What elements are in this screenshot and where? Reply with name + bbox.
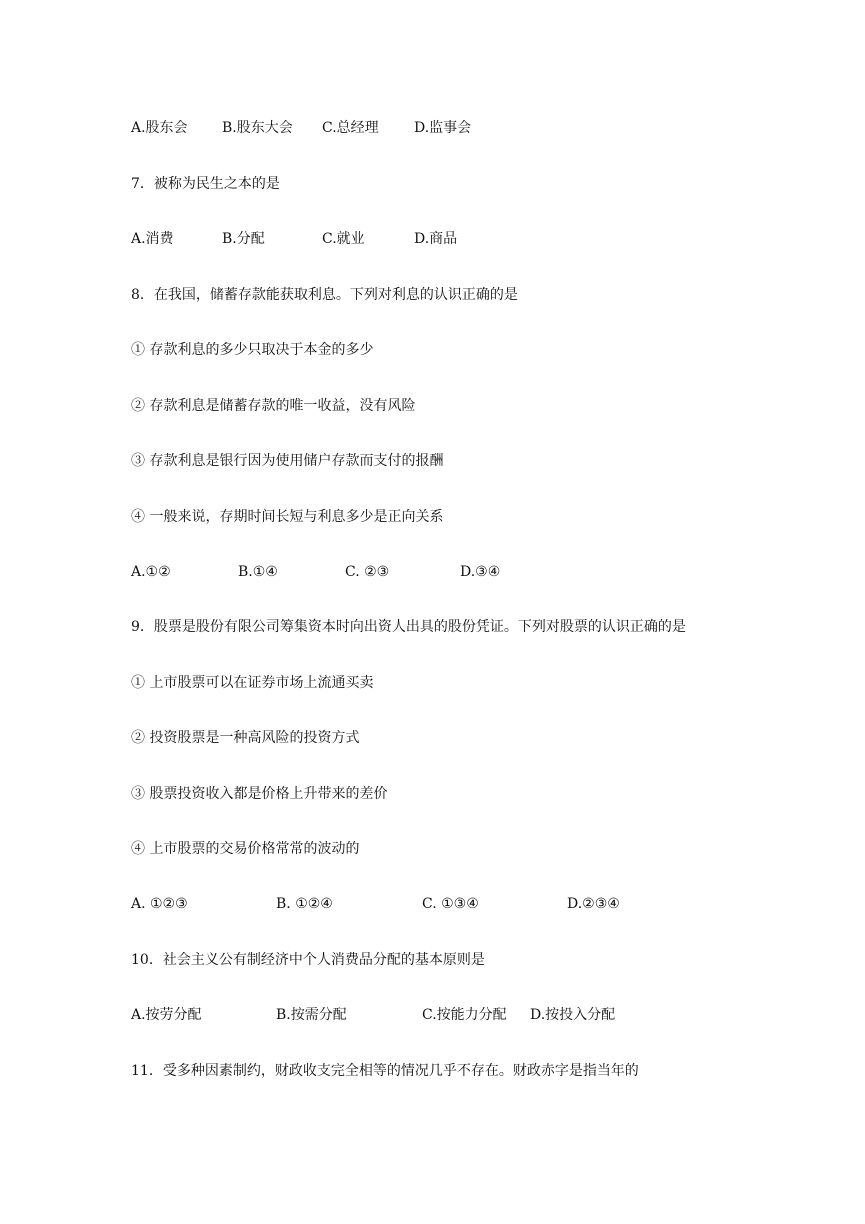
q9-stem: 9．股票是股份有限公司筹集资本时向出资人出具的股份凭证。下列对股票的认识正确的是 xyxy=(131,619,686,635)
q6-option-b: B.股东大会 xyxy=(222,120,293,136)
q7-stem: 7．被称为民生之本的是 xyxy=(131,176,280,192)
q10-option-a: A.按劳分配 xyxy=(131,1007,202,1023)
q8-option-b: B.①④ xyxy=(238,564,278,580)
q11-stem: 11．受多种因素制约，财政收支完全相等的情况几乎不存在。财政赤字是指当年的 xyxy=(131,1063,639,1079)
q8-option-a: A.①② xyxy=(131,564,171,580)
q8-option-c: C. ②③ xyxy=(345,564,390,580)
q10-option-c: C.按能力分配 xyxy=(422,1007,507,1023)
q10-stem: 10．社会主义公有制经济中个人消费品分配的基本原则是 xyxy=(131,952,485,968)
q6-option-d: D.监事会 xyxy=(414,120,472,136)
q6-option-c: C.总经理 xyxy=(322,120,379,136)
q7-option-d: D.商品 xyxy=(414,231,458,247)
q9-statement-3: ③ 股票投资收入都是价格上升带来的差价 xyxy=(131,786,388,802)
q9-option-c: C. ①③④ xyxy=(422,896,479,912)
q9-option-b: B. ①②④ xyxy=(276,896,333,912)
q7-option-b: B.分配 xyxy=(222,231,265,247)
q8-statement-4: ④ 一般来说，存期时间长短与利息多少是正向关系 xyxy=(131,509,444,525)
q8-option-d: D.③④ xyxy=(460,564,501,580)
q7-option-c: C.就业 xyxy=(322,231,365,247)
q10-option-d: D.按投入分配 xyxy=(530,1007,616,1023)
q8-statement-2: ② 存款利息是储蓄存款的唯一收益，没有风险 xyxy=(131,398,416,414)
q6-option-a: A.股东会 xyxy=(131,120,188,136)
q8-stem: 8．在我国，储蓄存款能获取利息。下列对利息的认识正确的是 xyxy=(131,287,518,303)
q9-option-d: D.②③④ xyxy=(567,896,620,912)
q9-statement-2: ② 投资股票是一种高风险的投资方式 xyxy=(131,730,360,746)
q9-option-a: A. ①②③ xyxy=(131,896,188,912)
q7-option-a: A.消费 xyxy=(131,231,174,247)
q9-statement-1: ① 上市股票可以在证券市场上流通买卖 xyxy=(131,675,374,691)
q8-statement-1: ① 存款利息的多少只取决于本金的多少 xyxy=(131,342,374,358)
q8-statement-3: ③ 存款利息是银行因为使用储户存款而支付的报酬 xyxy=(131,453,444,469)
q10-option-b: B.按需分配 xyxy=(276,1007,347,1023)
q9-statement-4: ④ 上市股票的交易价格常常的波动的 xyxy=(131,841,360,857)
